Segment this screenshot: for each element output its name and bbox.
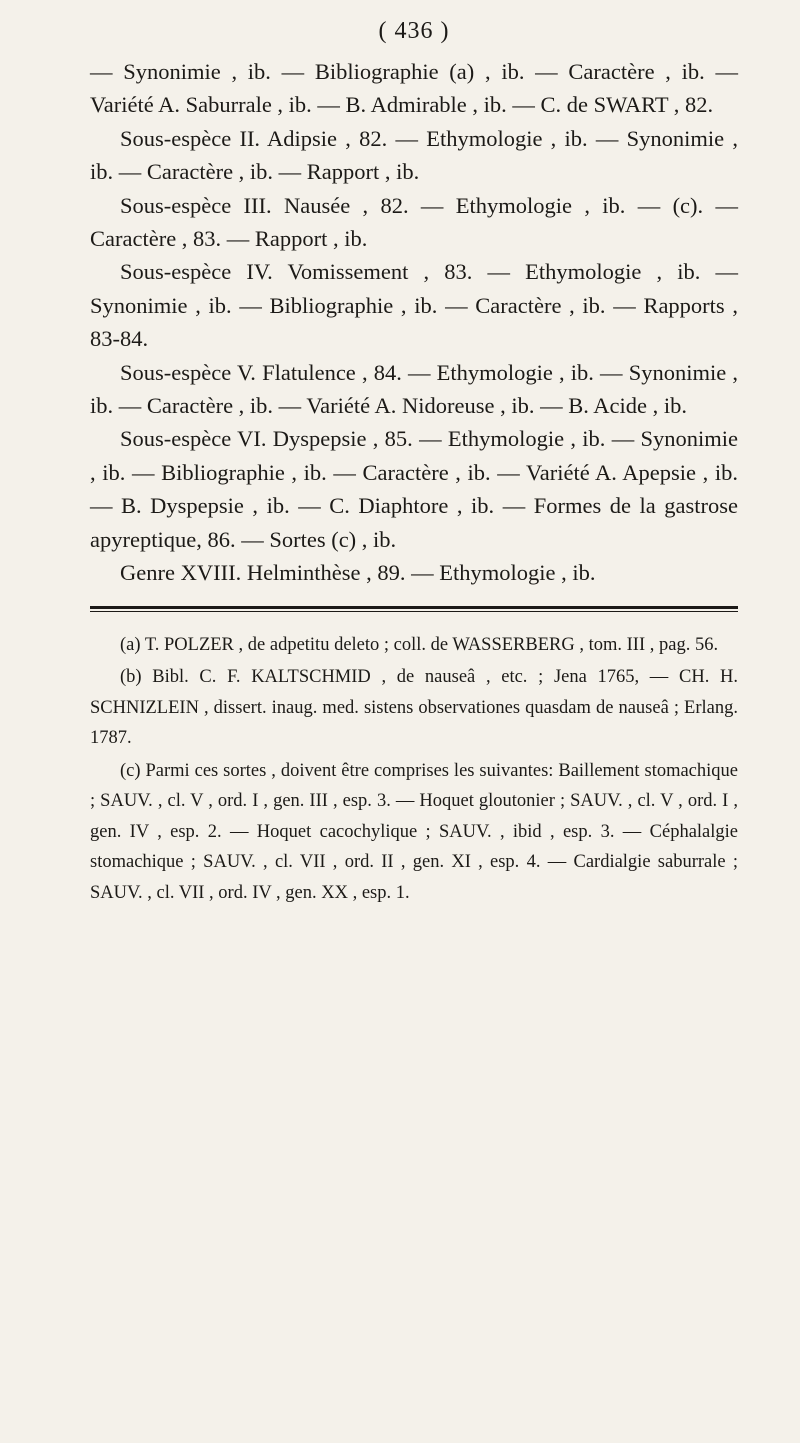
- index-body: [90, 55, 738, 590]
- footnote-b: (b) Bibl. C. F. KALTSCHMID , de nauseâ , etc. ; Jena 1765, — CH. H. SCHNIZLEIN , dissert. inaug. med. sistens observationes quasdam de nauseâ ; Erlang. 1787.: [90, 667, 738, 748]
- footnotes: [90, 630, 738, 909]
- index-paragraph: Sous-espèce II. Adipsie , 82. — Ethymologie , ib. — Synonimie , ib. — Caractère , ib. — Rapport , ib.: [90, 125, 738, 185]
- footnote-a: (a) T. POLZER , de adpetitu deleto ; coll. de WASSERBERG , tom. III , pag. 56.: [120, 634, 719, 655]
- index-paragraph: — Synonimie , ib. — Bibliographie (a) , ib. — Caractère , ib. — Variété A. Saburrale , ib. — B. Admirable , ib. — C. de SWART , 82.: [90, 59, 738, 118]
- index-paragraph: Sous-espèce V. Flatulence , 84. — Ethymologie , ib. — Synonimie , ib. — Caractère , ib. — Variété A. Nidoreuse , ib. — B. Acide , ib.: [90, 359, 738, 419]
- index-paragraph: Genre XVIII. Helminthèse , 89. — Ethymologie , ib.: [120, 560, 596, 586]
- footnote-c: (c) Parmi ces sortes , doivent être comprises les suivantes: Baillement stomachique ; SAUV. , cl. V , ord. I , gen. III , esp. 3. — Hoquet gloutonier ; SAUV. , cl. V , ord. I , gen. IV , esp. 2. — Hoquet cacochylique ; SAUV. , ibid , esp. 3. — Céphalalgie stomachique ; SAUV. , cl. VII , ord. II , gen. XI , esp. 4. — Cardialgie saburrale ; SAUV. , cl. VII , ord. IV , gen. XX , esp. 1.: [90, 760, 738, 903]
- footnote-divider: [90, 606, 738, 612]
- page-number: ( 436 ): [378, 18, 450, 44]
- index-paragraph: Sous-espèce VI. Dyspepsie , 85. — Ethymologie , ib. — Synonimie , ib. — Bibliographie , ib. — Caractère , ib. — Variété A. Apepsie , ib. — B. Dyspepsie , ib. — C. Diaphtore , ib. — Formes de la gastrose apyreptique, 86. — Sortes (c) , ib.: [90, 426, 738, 552]
- index-paragraph: Sous-espèce IV. Vomissement , 83. — Ethymologie , ib. — Synonimie , ib. — Bibliographie , ib. — Caractère , ib. — Rapports , 83-84.: [90, 259, 738, 352]
- document-page: [90, 18, 738, 910]
- index-paragraph: Sous-espèce III. Nausée , 82. — Ethymologie , ib. — (c). — Caractère , 83. — Rapport , ib.: [90, 192, 738, 252]
